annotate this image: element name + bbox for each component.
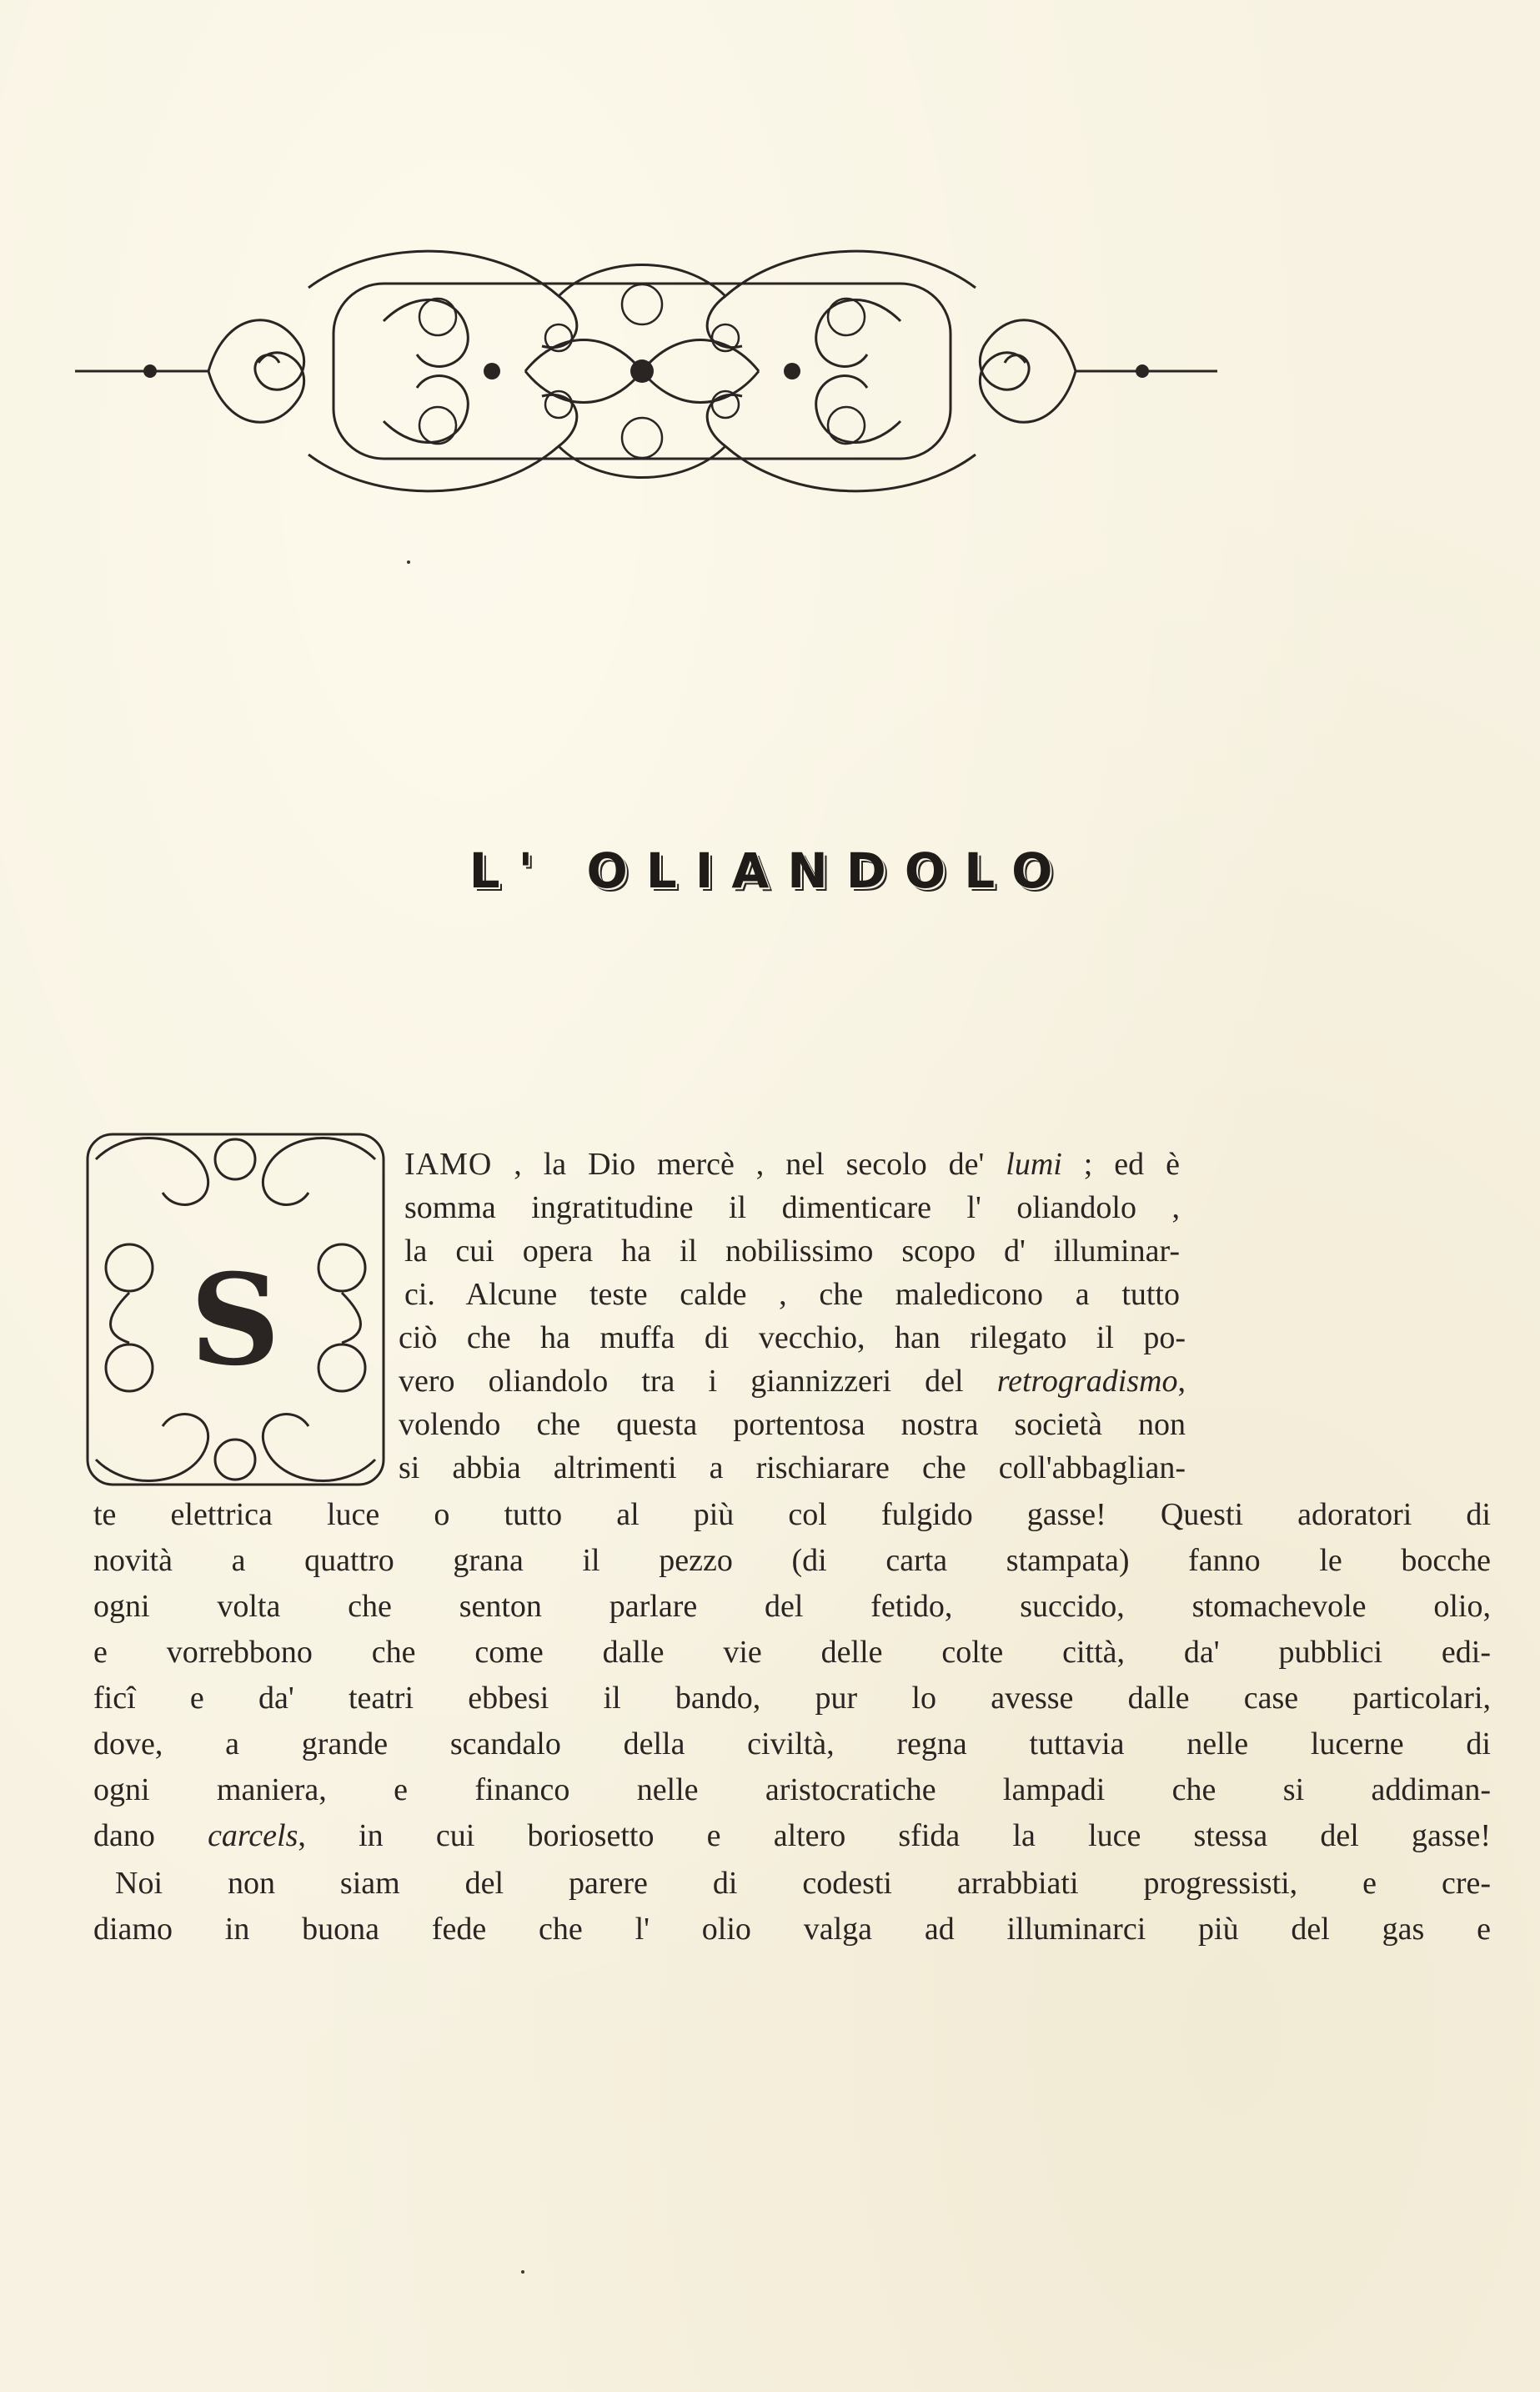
text-run: ciò che ha muffa di vecchio, han rilegato il po- (399, 1320, 1186, 1355)
text-run: te elettrica luce o tutto al più col fulgido gasse! Questi adoratori di (93, 1497, 1491, 1532)
text-line (399, 1446, 1186, 1490)
text-run: novità a quattro grana il pezzo (di carta stampata) fanno le bocche (93, 1543, 1491, 1578)
decorated-initial (79, 1126, 392, 1493)
text-line (404, 1186, 1180, 1229)
text-line (404, 1143, 1180, 1186)
text-run: vero oliandolo tra i giannizzeri del (399, 1364, 997, 1399)
text-line (93, 1814, 1491, 1857)
text-line (93, 1631, 1491, 1674)
text-run: diamo in buona fede che l' olio valga ad illuminarci più del gas e (93, 1912, 1491, 1947)
text-run: ; ed è (1061, 1147, 1180, 1182)
text-run: ficî e da' teatri ebbesi il bando, pur lo avesse dalle case particolari, (93, 1681, 1491, 1716)
text-run: retrogradismo (996, 1364, 1178, 1399)
text-run: somma ingratitudine il dimenticare l' oliandolo , (404, 1190, 1180, 1225)
text-line (115, 1862, 1491, 1905)
text-run: carcels (208, 1818, 298, 1853)
text-line (93, 1768, 1491, 1812)
text-run: dove, a grande scandalo della civiltà, regna tuttavia nelle lucerne di (93, 1726, 1491, 1761)
text-run: lumi (1006, 1147, 1062, 1182)
text-run: volendo che questa portentosa nostra società non (399, 1407, 1186, 1442)
text-line (93, 1585, 1491, 1628)
text-line (93, 1676, 1491, 1720)
text-line (399, 1359, 1186, 1403)
text-line (404, 1273, 1180, 1316)
text-run: , (1177, 1364, 1186, 1399)
ornamental-headpiece (58, 238, 1226, 505)
text-line (399, 1316, 1186, 1359)
text-run: dano (93, 1818, 208, 1853)
text-run: , in cui boriosetto e altero sfida la luce stessa del gasse! (298, 1818, 1491, 1853)
text-line (93, 1722, 1491, 1766)
text-run: ogni volta che senton parlare del fetido, succido, stomachevole olio, (93, 1589, 1491, 1624)
text-run: IAMO (404, 1147, 493, 1182)
initial-letter: S (189, 1247, 281, 1394)
text-line (93, 1539, 1491, 1582)
text-run: ogni maniera, e financo nelle aristocratiche lampadi che si addiman- (93, 1772, 1491, 1807)
text-line (404, 1229, 1180, 1273)
text-line (93, 1907, 1491, 1951)
text-line (399, 1403, 1186, 1446)
text-run: e vorrebbono che come dalle vie delle colte città, da' pubblici edi- (93, 1635, 1491, 1670)
text-run: Noi non siam del parere di codesti arrabbiati progressisti, e cre- (115, 1866, 1491, 1901)
text-run: ci. Alcune teste calde , che maledicono a tutto (404, 1277, 1180, 1312)
text-run: si abbia altrimenti a rischiarare che coll'abbaglian- (399, 1450, 1186, 1485)
speck (521, 2270, 524, 2274)
text-run: la cui opera ha il nobilissimo scopo d' illuminar- (404, 1234, 1180, 1269)
text-run: , la Dio mercè , nel secolo de' (492, 1147, 1006, 1182)
speck (407, 560, 410, 564)
chapter-title: L' OLIANDOLO (469, 842, 1071, 899)
text-line (93, 1493, 1491, 1536)
